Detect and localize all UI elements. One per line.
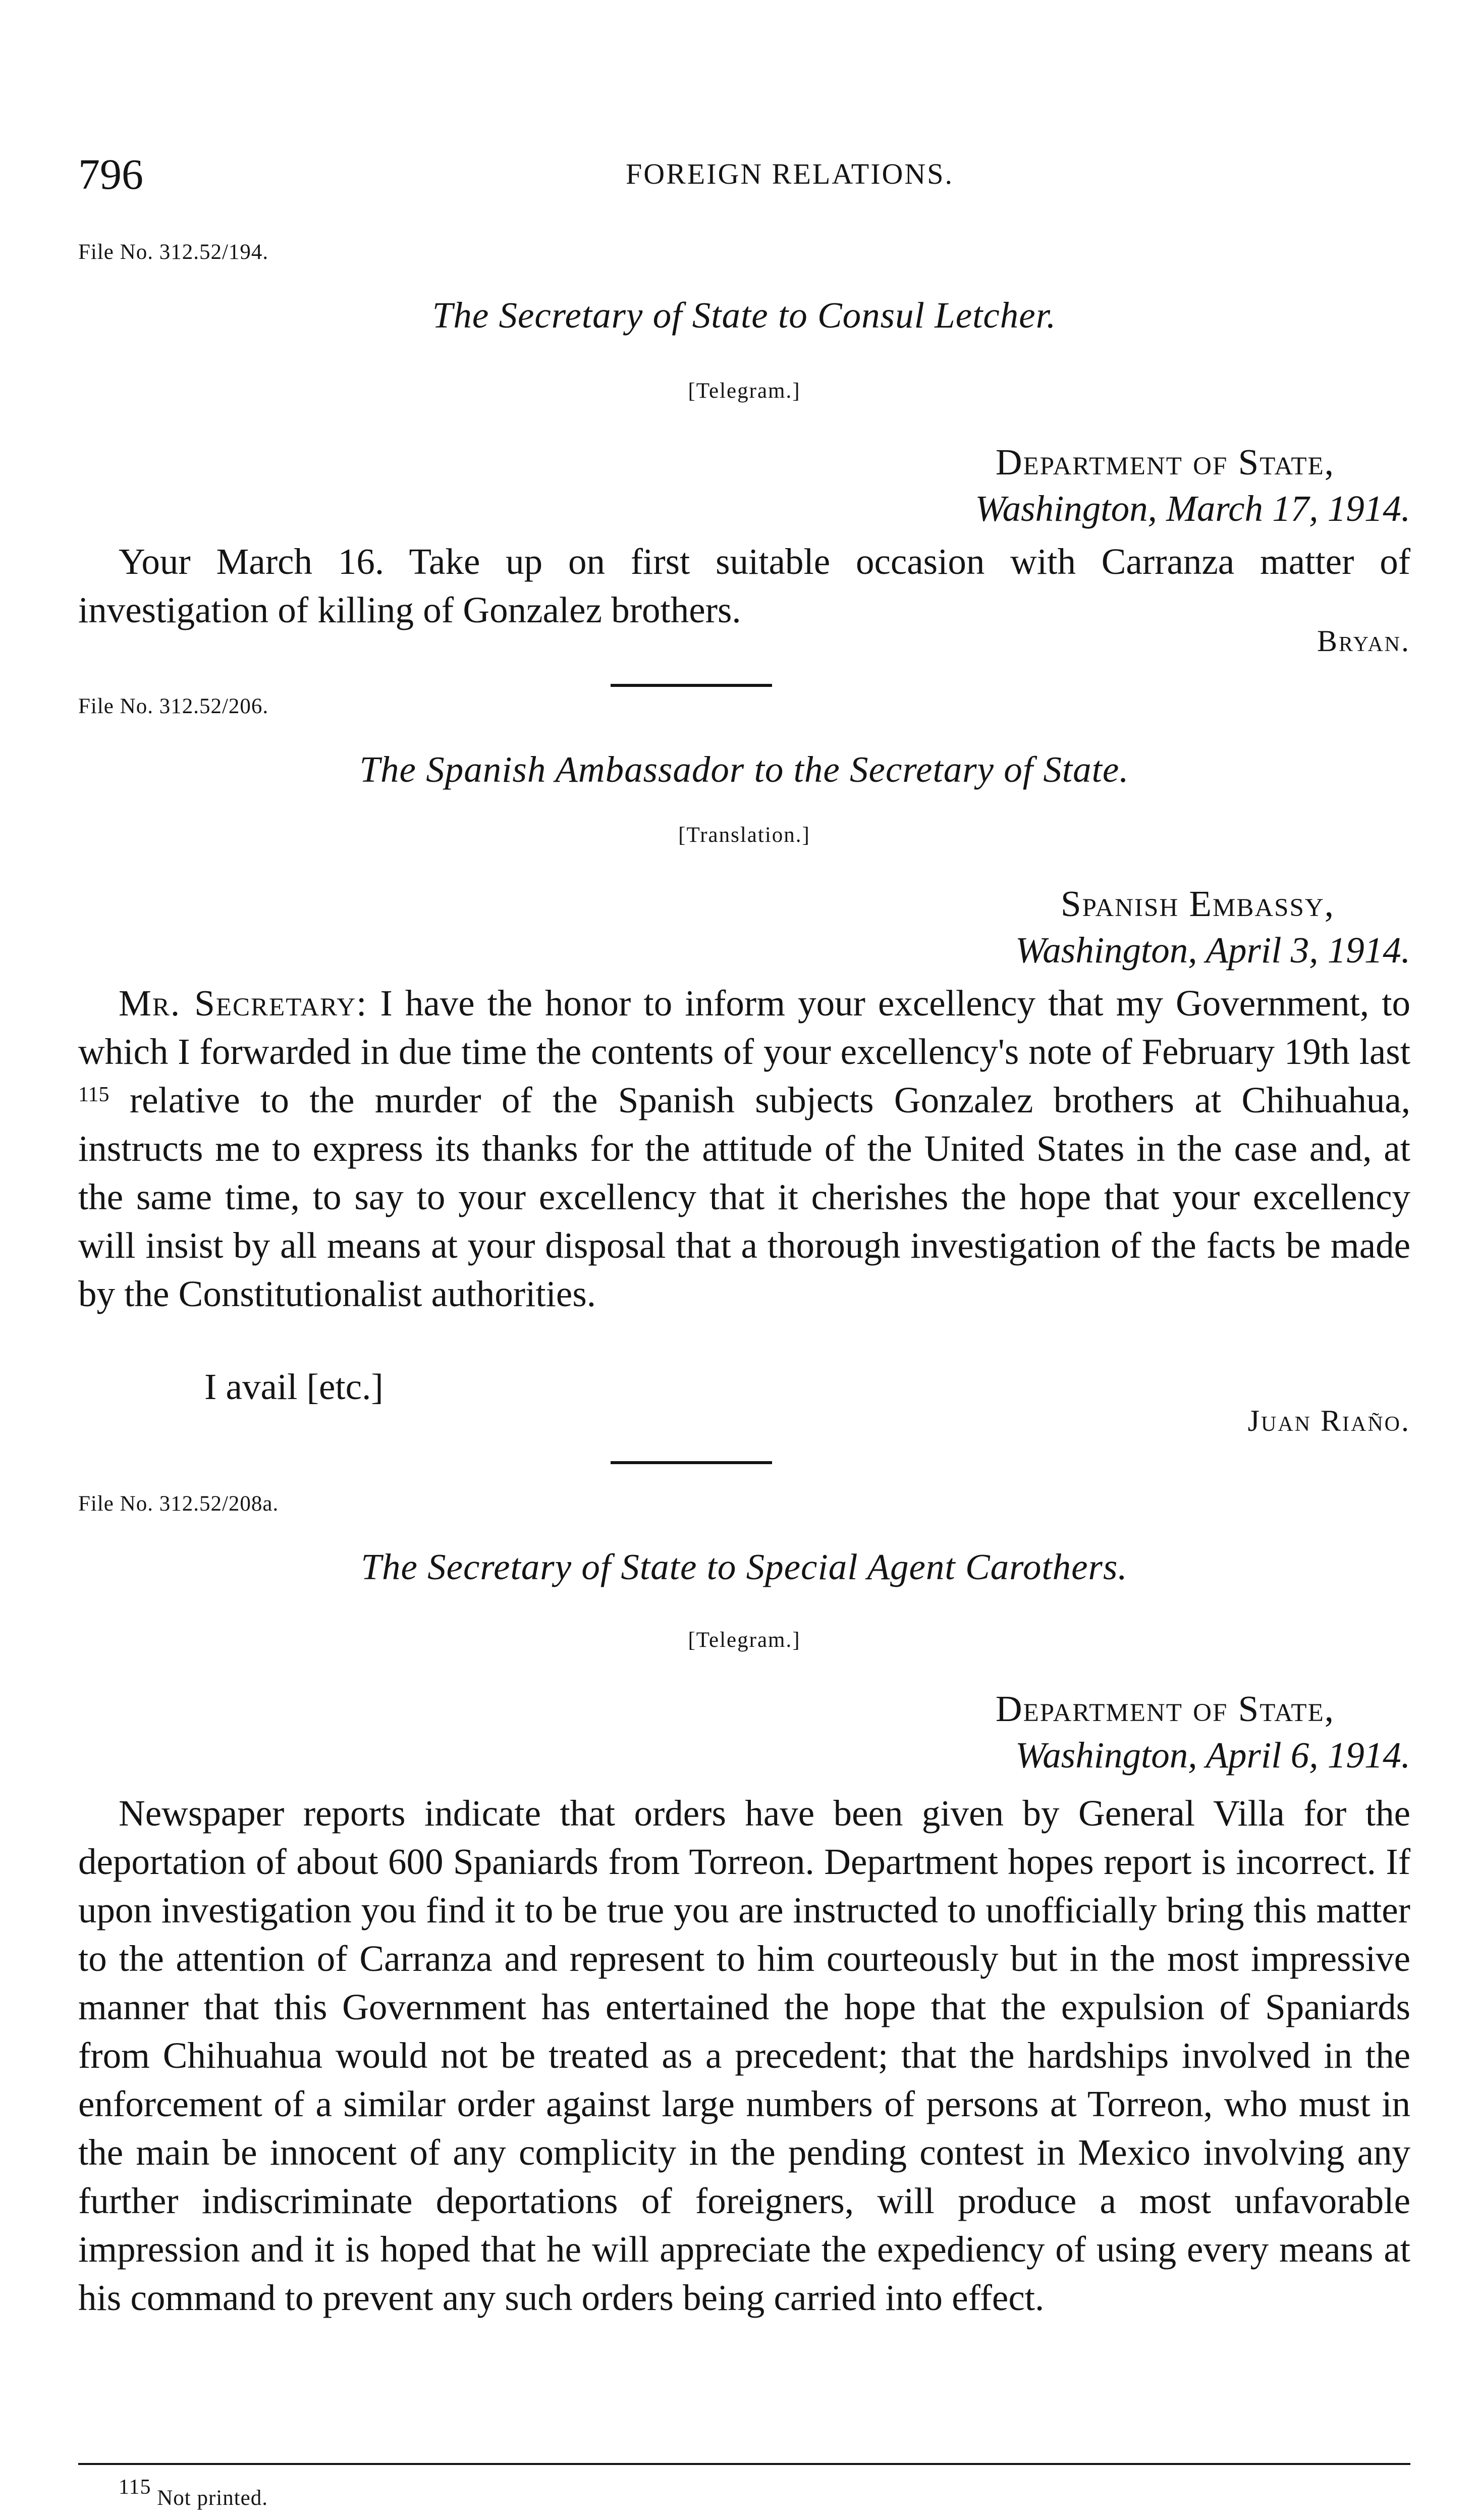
- dateline-office: Department of State,: [995, 1688, 1335, 1729]
- dateline: [996, 1686, 1410, 1779]
- document-type: [Telegram.]: [688, 379, 801, 403]
- document-type: [Telegram.]: [688, 1628, 801, 1652]
- footnote-text: Not printed.: [157, 2486, 268, 2510]
- document-title: The Secretary of State to Consul Letcher.: [432, 295, 1057, 336]
- document-title: The Secretary of State to Special Agent Carothers.: [361, 1546, 1128, 1587]
- document-body: [78, 1789, 1410, 2322]
- footnote-reference: 115: [78, 1083, 110, 1106]
- file-number: File No. 312.52/208a.: [78, 1492, 279, 1516]
- signature: Bryan.: [1317, 624, 1410, 658]
- body-text-part: I have the honor to inform your excellency that my Government, to which I forwarded in due time the contents of your excellency's note of February 19th last: [78, 983, 1411, 1072]
- dateline-place-date: Washington, March 17, 1914.: [975, 488, 1410, 529]
- document-title: The Spanish Ambassador to the Secretary of State.: [359, 749, 1129, 790]
- body-text-part: relative to the murder of the Spanish subjects Gonzalez brothers at Chihuahua, instructs me to express its thanks for the attitude of the United States in the case and, at the same time, to say to your excellency that it cherishes the hope that your excellency will insist by all means at your disposal that a thorough investigation of the facts be made by the Constitutionalist authorities.: [78, 1080, 1411, 1314]
- footnote-number: 115: [119, 2476, 151, 2499]
- document-type: [Translation.]: [678, 823, 810, 847]
- file-number: File No. 312.52/206.: [78, 694, 269, 718]
- page-number: 796: [78, 150, 143, 198]
- footnote-rule: [78, 2463, 1410, 2465]
- dateline-office: Spanish Embassy,: [1061, 883, 1335, 924]
- page-header: [78, 146, 1410, 202]
- document-page: [78, 0, 1410, 2520]
- footnote: [119, 2476, 268, 2513]
- body-paragraph: Newspaper reports indicate that orders have been given by General Villa for the deportation of about 600 Spaniards from Torreon. Department hopes report is incorrect. If upon investigation you find it to be true you are instructed to unofficially bring this matter to the attention of Carranza and represent to him courteously but in the most impressive manner that this Government has entertained the hope that the expulsion of Spaniards from Chihuahua would not be treated as a precedent; that the hardships involved in the enforcement of a similar order against large numbers of persons at Torreon, who must in the main be innocent of any complicity in the pending contest in Mexico involving any further indiscriminate deportations of foreigners, will produce a most unfavorable impression and it is hoped that he will appreciate the expediency of using every means at his command to prevent any such orders being carried into effect.: [78, 1793, 1410, 2318]
- dateline: [1015, 881, 1410, 974]
- section-separator: [611, 1461, 772, 1464]
- dateline-place-date: Washington, April 3, 1914.: [1015, 930, 1410, 971]
- dateline-office: Department of State,: [995, 442, 1335, 482]
- file-number: File No. 312.52/194.: [78, 240, 269, 264]
- body-paragraph: [78, 979, 1410, 1318]
- running-head: FOREIGN RELATIONS.: [625, 157, 954, 190]
- dateline-place-date: Washington, April 6, 1914.: [1015, 1735, 1410, 1776]
- dateline: [975, 439, 1411, 532]
- section-separator: [611, 684, 772, 687]
- complimentary-close: I avail [etc.]: [204, 1366, 384, 1407]
- salutation: Mr. Secretary:: [119, 983, 368, 1024]
- document-body: [78, 538, 1410, 634]
- signature: Juan Riaño.: [1247, 1404, 1410, 1437]
- document-body: [78, 979, 1410, 1318]
- body-paragraph: Your March 16. Take up on first suitable occasion with Carranza matter of investigation of killing of Gonzalez brothers.: [78, 541, 1410, 630]
